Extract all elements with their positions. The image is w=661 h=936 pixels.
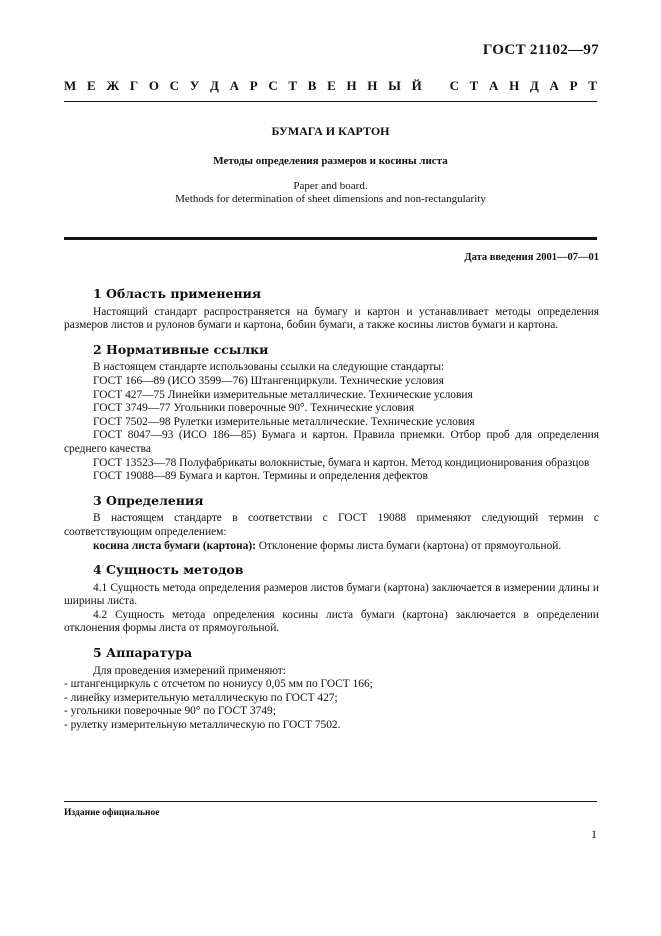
banner-letter: Е — [86, 78, 96, 93]
banner-letter: Е — [327, 78, 336, 93]
footer-rule — [64, 801, 597, 802]
document-title: БУМАГА И КАРТОН — [271, 124, 390, 138]
banner-letter: Т — [469, 78, 479, 93]
banner-letter: В — [307, 78, 317, 93]
banner-letter: Р — [569, 78, 578, 93]
term-definition — [64, 540, 599, 554]
section-4-1-text: 4.1 Сущность метода определения размеров листов бумаги (картона) заключается в измерении длины и ширины листа. — [64, 581, 599, 608]
banner-letter: С — [169, 78, 180, 93]
reference-item: ГОСТ 3749—77 Угольники поверочные 90°. Технические условия — [93, 402, 415, 415]
term-text: Отклонение формы листа бумаги (картона) от прямоугольной. — [255, 539, 562, 552]
reference-list — [64, 375, 599, 484]
banner-letter: Р — [249, 78, 258, 93]
banner-letter: У — [189, 78, 200, 93]
reference-item: ГОСТ 8047—93 (ИСО 186—85) Бумага и картон. Правила приемки. Отбор проб для определения среднего качества — [64, 429, 599, 455]
standard-number: ГОСТ 21102—97 — [482, 42, 599, 58]
section-2-lead: В настоящем стандарте использованы ссылки на следующие стандарты: — [93, 361, 445, 374]
title-block — [64, 124, 597, 206]
section-5-heading: 5 Аппаратура — [93, 645, 193, 661]
banner-letter: Д — [529, 78, 539, 93]
section-4-2-text: 4.2 Сущность метода определения косины листа бумаги (картона) заключается в определении отклонения формы листа от прямоугольной. — [64, 608, 599, 635]
introduction-date: Дата введения 2001—07—01 — [464, 252, 599, 263]
banner-letter: С — [449, 78, 459, 93]
reference-item: ГОСТ 427—75 Линейки измерительные металлические. Технические условия — [93, 388, 473, 401]
english-title-line2: Methods for determination of sheet dimensions and non-rectangularity — [175, 193, 486, 205]
document-subtitle: Методы определения размеров и косины листа — [213, 155, 448, 167]
title-rule — [64, 237, 597, 240]
reference-item: ГОСТ 166—89 (ИСО 3599—76) Штангенциркули. Технические условия — [93, 374, 444, 387]
english-title-line1: Paper and board. — [293, 180, 368, 192]
banner-letter: А — [549, 78, 559, 93]
equipment-item: - рулетку измерительную металлическую по ГОСТ 7502. — [64, 719, 341, 732]
official-edition-label: Издание официальное — [64, 808, 160, 818]
banner-letter: Ж — [106, 78, 120, 93]
section-2-heading: 2 Нормативные ссылки — [93, 341, 269, 357]
banner-letter: Н — [509, 78, 520, 93]
banner-letter: Н — [346, 78, 357, 93]
section-1-text: Настоящий стандарт распространяется на бумагу и картон и устанавливает методы определения размеров листов и рулонов бумаги и картона, бобин бумаги, а также косины листов бумаги и картона. — [64, 305, 599, 332]
reference-item: ГОСТ 13523—78 Полуфабрикаты волокнистые, бумага и картон. Метод кондиционирования образцов — [93, 456, 590, 469]
banner-letter: Й — [411, 78, 422, 93]
section-4-heading: 4 Сущность методов — [93, 562, 244, 578]
banner-letter: А — [489, 78, 499, 93]
section-3-heading: 3 Определения — [93, 492, 204, 508]
equipment-item: - угольники поверочные 90° по ГОСТ 3749; — [64, 705, 276, 718]
banner-letter: Т — [288, 78, 298, 93]
page-number: 1 — [591, 827, 597, 841]
reference-item: ГОСТ 19088—89 Бумага и картон. Термины и определения дефектов — [93, 470, 428, 483]
equipment-item: - штангенциркуль с отсчетом по нониусу 0,05 мм по ГОСТ 166; — [64, 678, 373, 691]
equipment-item: - линейку измерительную металлическую по ГОСТ 427; — [64, 691, 338, 704]
banner-letter: А — [229, 78, 239, 93]
reference-item: ГОСТ 7502—98 Рулетки измерительные металлические. Технические условия — [93, 415, 475, 428]
banner-letter: Д — [209, 78, 219, 93]
banner-letter: С — [268, 78, 278, 93]
header-rule — [64, 101, 597, 102]
equipment-list — [64, 678, 599, 732]
banner-letter: Г — [129, 78, 139, 93]
document-body — [64, 287, 599, 733]
standard-banner — [64, 78, 597, 94]
section-5-lead: Для проведения измерений применяют: — [93, 664, 286, 677]
section-3-text: В настоящем стандарте в соответствии с ГОСТ 19088 применяют следующий термин с соответствующим определением: — [64, 512, 599, 538]
section-1-heading: 1 Область применения — [93, 286, 262, 301]
banner-letter: Н — [367, 78, 378, 93]
banner-letter: М — [64, 78, 77, 93]
term-label: косина листа бумаги (картона): — [93, 539, 256, 552]
banner-letter: Т — [588, 78, 597, 93]
banner-letter: О — [148, 78, 159, 93]
banner-letter: Ы — [388, 78, 401, 93]
